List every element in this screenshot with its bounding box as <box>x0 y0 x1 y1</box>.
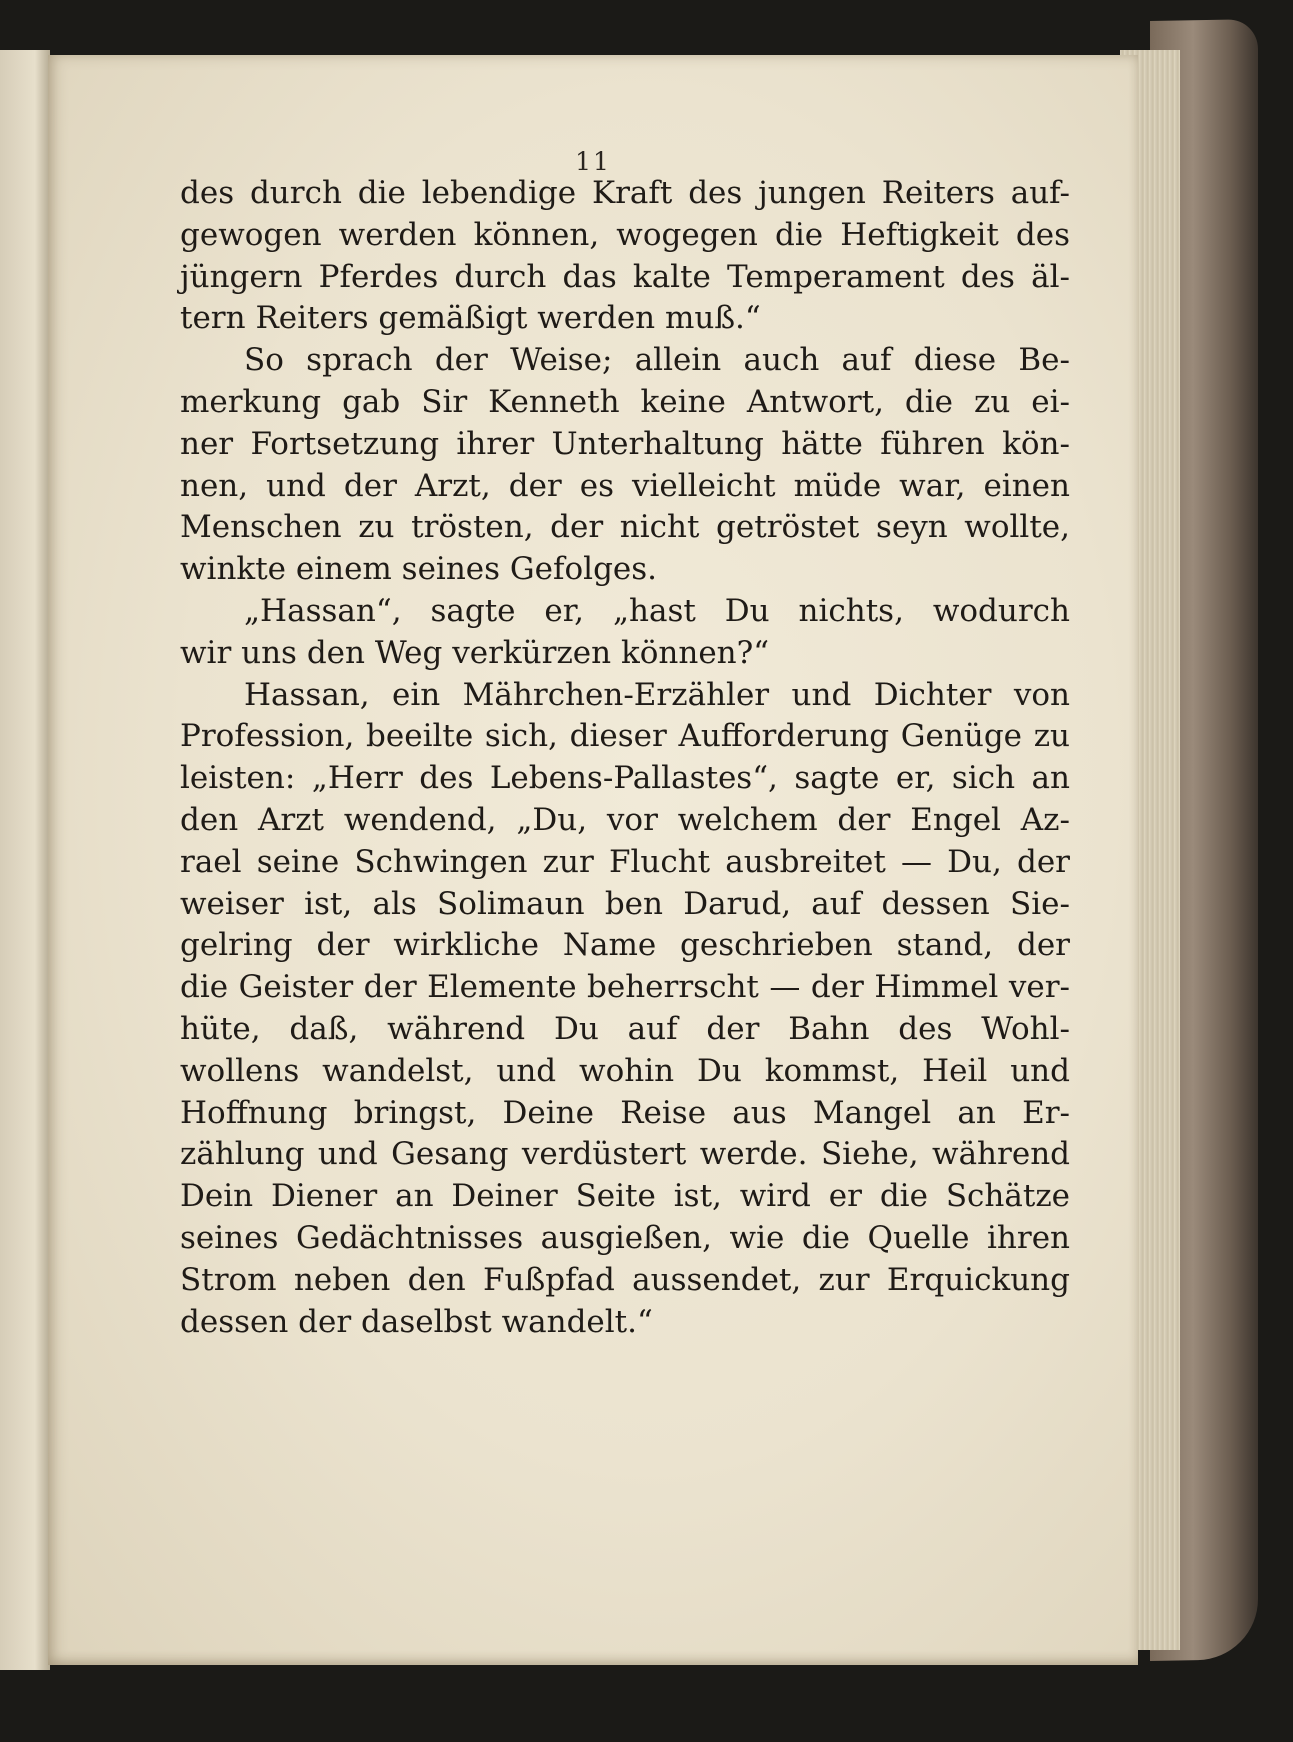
text-line: gewogen werden können, wogegen die Heftigkeit des <box>180 216 1070 253</box>
text-line: gelring der wirkliche Name geschrieben stand, der <box>180 927 1070 964</box>
text-line: Menschen zu trösten, der nicht getröstet seyn wollte, <box>180 509 1070 546</box>
text-line: tern Reiters gemäßigt werden muß.“ <box>180 300 761 337</box>
text-line: winkte einem seines Gefolges. <box>180 551 658 588</box>
text-line: Hoffnung bringst, Deine Reise aus Mangel an Er- <box>180 1094 1070 1131</box>
text-line: zählung und Gesang verdüstert werde. Siehe, während <box>180 1136 1070 1173</box>
text-line: wir uns den Weg verkürzen können?“ <box>180 634 770 671</box>
text-line: des durch die lebendige Kraft des jungen Reiters auf- <box>180 175 1070 211</box>
text-line: Profession, beeilte sich, dieser Aufforderung Genüge zu <box>180 718 1070 755</box>
text-line: seines Gedächtnisses ausgießen, wie die Quelle ihren <box>180 1219 1070 1256</box>
page-number: 11 <box>575 147 611 176</box>
text-line: leisten: „Herr des Lebens-Pallastes“, sagte er, sich an <box>180 760 1070 797</box>
text-line: Strom neben den Fußpfad aussendet, zur Erquickung <box>180 1261 1070 1298</box>
text-line: dessen der daselbst wandelt.“ <box>180 1303 653 1340</box>
page-body-text <box>180 173 1070 1343</box>
text-line: rael seine Schwingen zur Flucht ausbreitet — Du, der <box>180 843 1070 880</box>
text-line: die Geister der Elemente beherrscht — der Himmel ver- <box>180 969 1070 1006</box>
text-line: Dein Diener an Deiner Seite ist, wird er die Schätze <box>180 1178 1070 1215</box>
left-page-edge <box>0 50 50 1670</box>
text-line: merkung gab Sir Kenneth keine Antwort, die zu ei- <box>180 383 1070 420</box>
text-line: So sprach der Weise; allein auch auf diese Be- <box>244 342 1070 379</box>
text-line: den Arzt wendend, „Du, vor welchem der Engel Az- <box>180 801 1070 838</box>
text-line: weiser ist, als Solimaun ben Darud, auf dessen Sie- <box>180 885 1070 922</box>
text-line: Hassan, ein Mährchen-Erzähler und Dichter von <box>244 676 1070 713</box>
text-line: hüte, daß, während Du auf der Bahn des Wohl- <box>180 1010 1070 1047</box>
text-line: jüngern Pferdes durch das kalte Temperament des äl- <box>180 258 1070 295</box>
text-line: wollens wandelst, und wohin Du kommst, Heil und <box>180 1052 1070 1089</box>
text-line: „Hassan“, sagte er, „hast Du nichts, wodurch <box>244 592 1070 629</box>
text-line: nen, und der Arzt, der es vielleicht müde war, einen <box>180 467 1070 504</box>
book-page <box>48 55 1138 1665</box>
text-line: ner Fortsetzung ihrer Unterhaltung hätte führen kön- <box>180 425 1070 462</box>
